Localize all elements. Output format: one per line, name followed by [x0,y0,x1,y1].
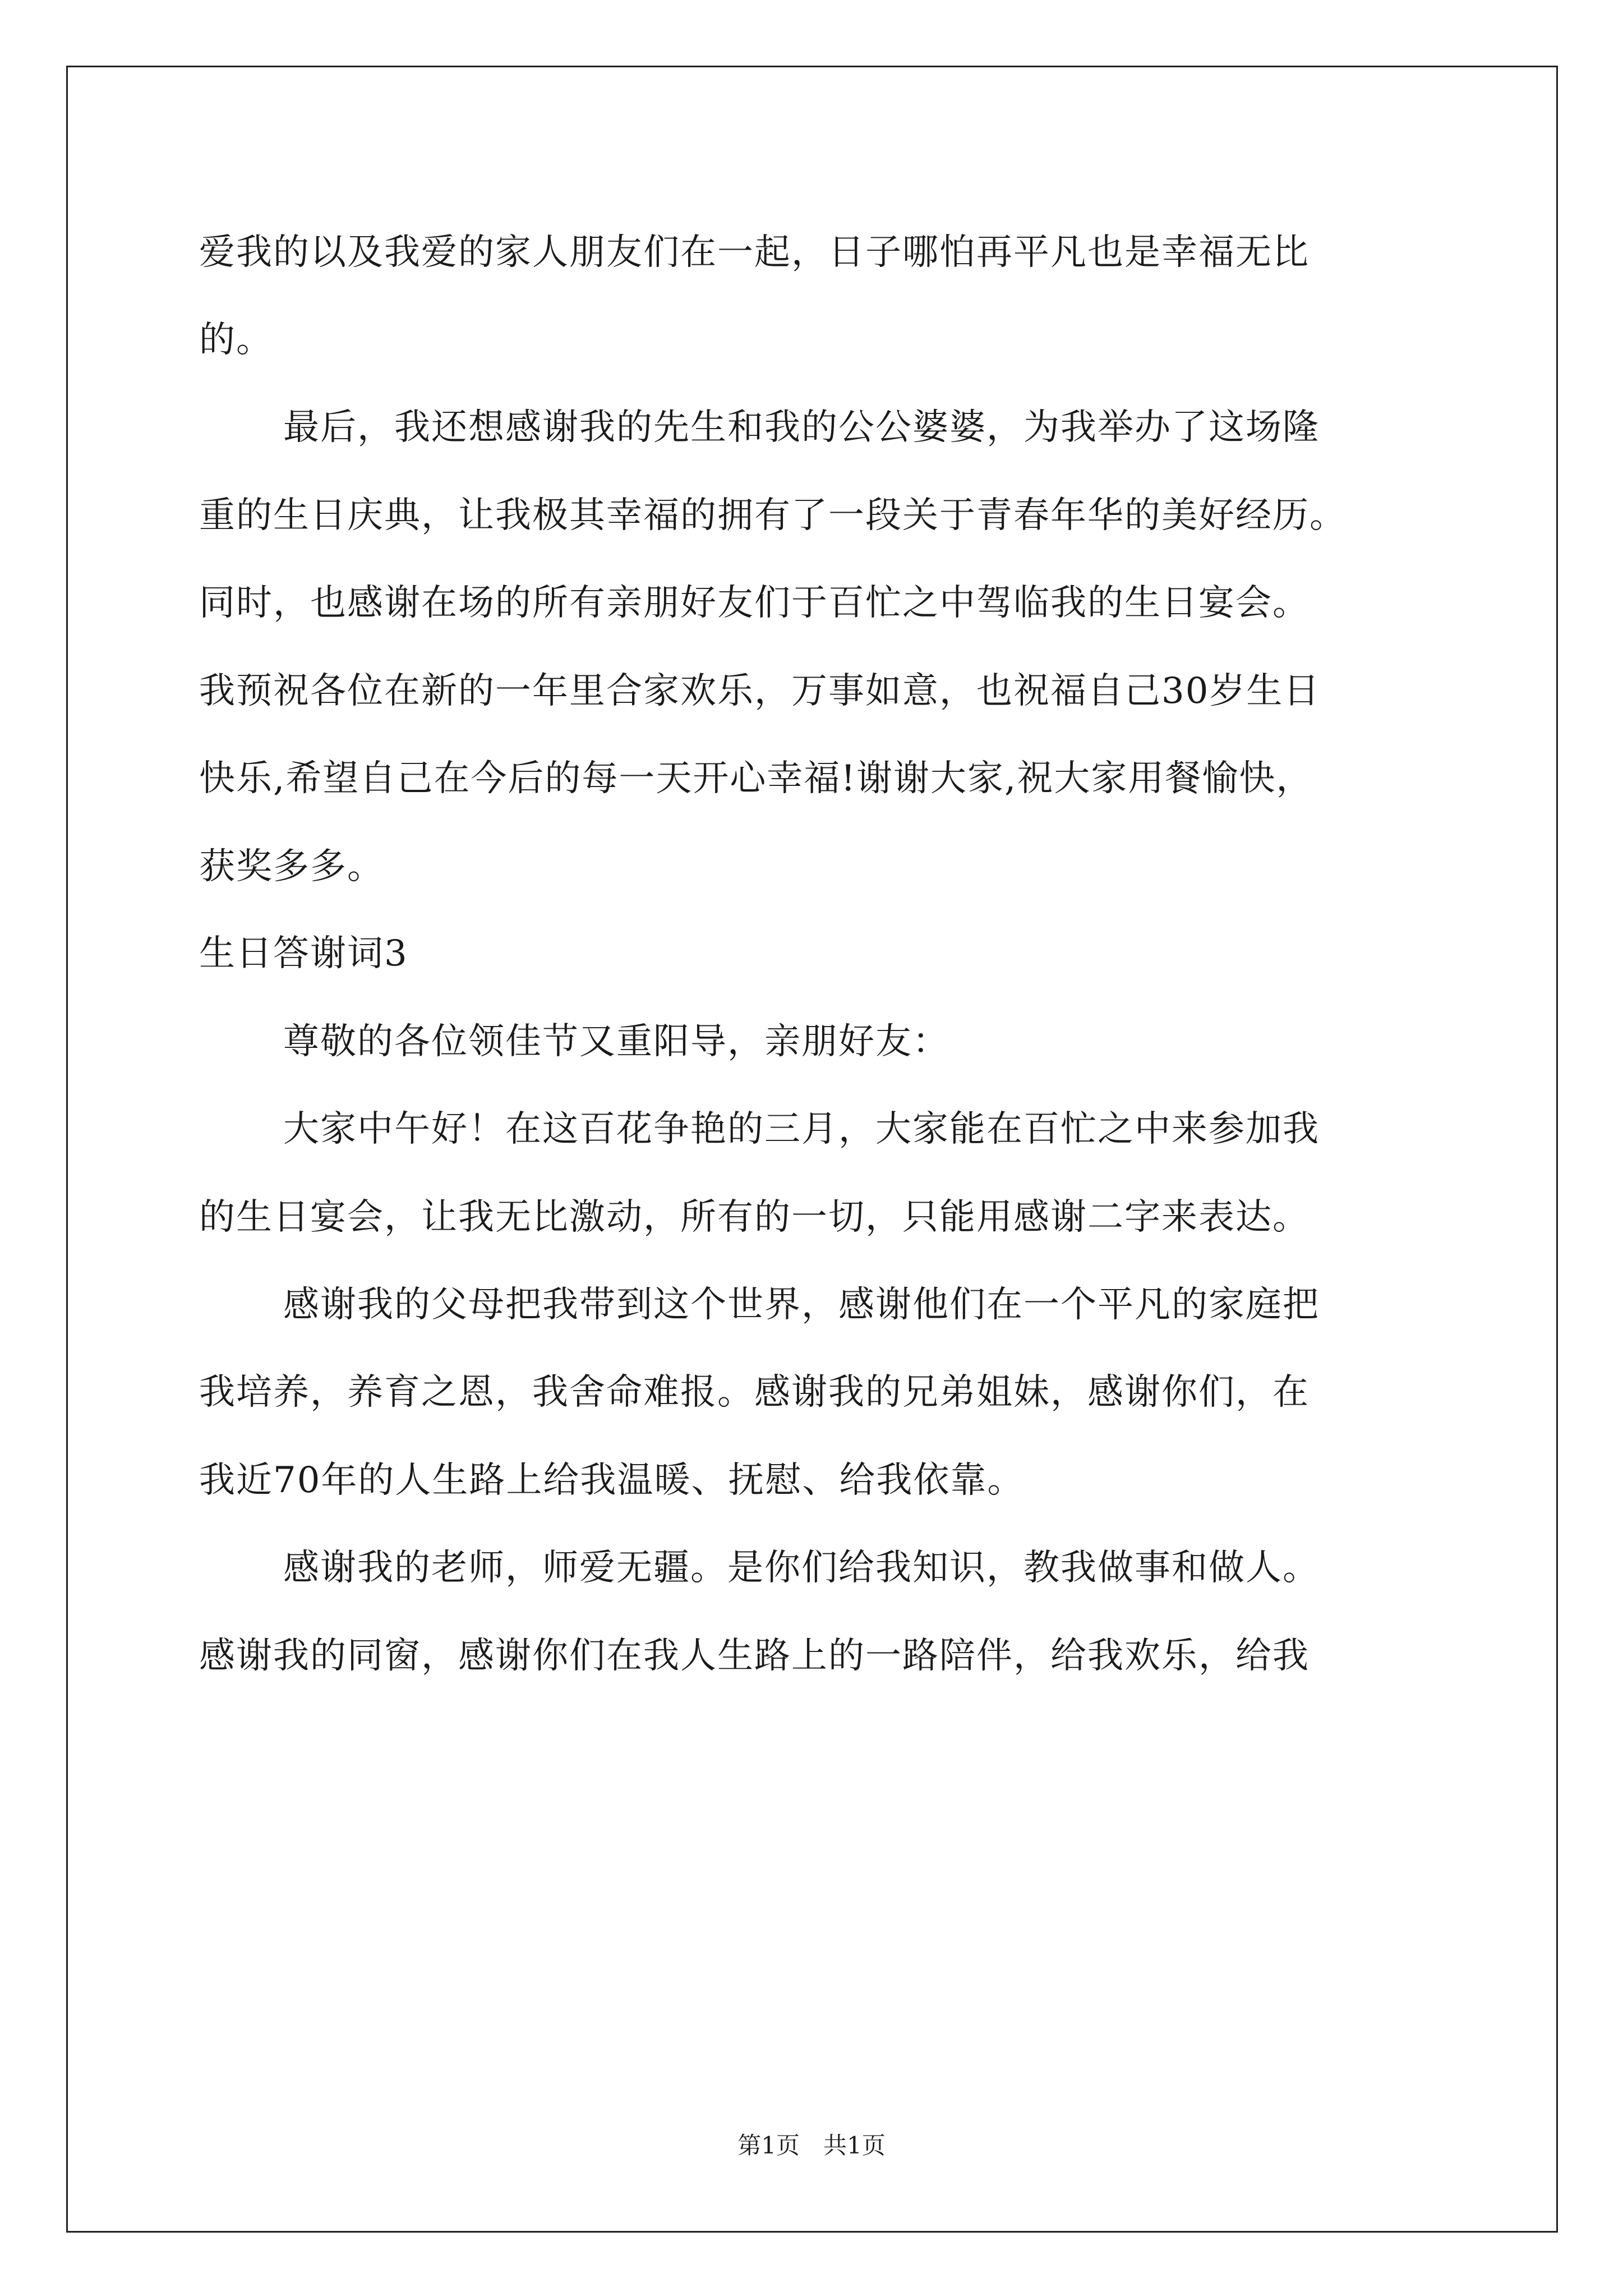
paragraph-line: 爱我的以及我爱的家人朋友们在一起，日子哪怕再平凡也是幸福无比 [199,232,1310,273]
salutation-line: 尊敬的各位领佳节又重阳导，亲朋好友： [283,1021,949,1062]
paragraph-line: 感谢我的父母把我带到这个世界，感谢他们在一个平凡的家庭把 [283,1284,1320,1326]
paragraph-line: 我近70年的人生路上给我温暖、抚慰、给我依靠。 [199,1460,1025,1501]
page-number-footer: 第1页 共1页 [737,2132,886,2159]
paragraph-line: 的生日宴会，让我无比激动，所有的一切，只能用感谢二字来表达。 [199,1197,1310,1238]
paragraph-line: 重的生日庆典，让我极其幸福的拥有了一段关于青春年华的美好经历。 [199,495,1347,536]
paragraph-line: 快乐,希望自己在今后的每一天开心幸福!谢谢大家,祝大家用餐愉快， [199,758,1313,799]
paragraph-line: 我预祝各位在新的一年里合家欢乐，万事如意，也祝福自己30岁生日 [199,670,1321,712]
paragraph-line: 大家中午好！在这百花争艳的三月，大家能在百忙之中来参加我 [283,1108,1320,1150]
paragraph-line: 同时，也感谢在场的所有亲朋好友们于百忙之中驾临我的生日宴会。 [199,582,1310,624]
paragraph-line: 的。 [199,319,273,361]
paragraph-line: 最后，我还想感谢我的先生和我的公公婆婆，为我举办了这场隆 [283,407,1320,448]
paragraph-line: 我培养，养育之恩，我舍命难报。感谢我的兄弟姐妹，感谢你们，在 [199,1372,1310,1413]
paragraph-line: 获奖多多。 [199,846,384,887]
section-heading: 生日答谢词3 [199,933,408,974]
paragraph-line: 感谢我的老师，师爱无疆。是你们给我知识，教我做事和做人。 [283,1547,1320,1589]
paragraph-line: 感谢我的同窗，感谢你们在我人生路上的一路陪伴，给我欢乐，给我 [199,1635,1310,1677]
